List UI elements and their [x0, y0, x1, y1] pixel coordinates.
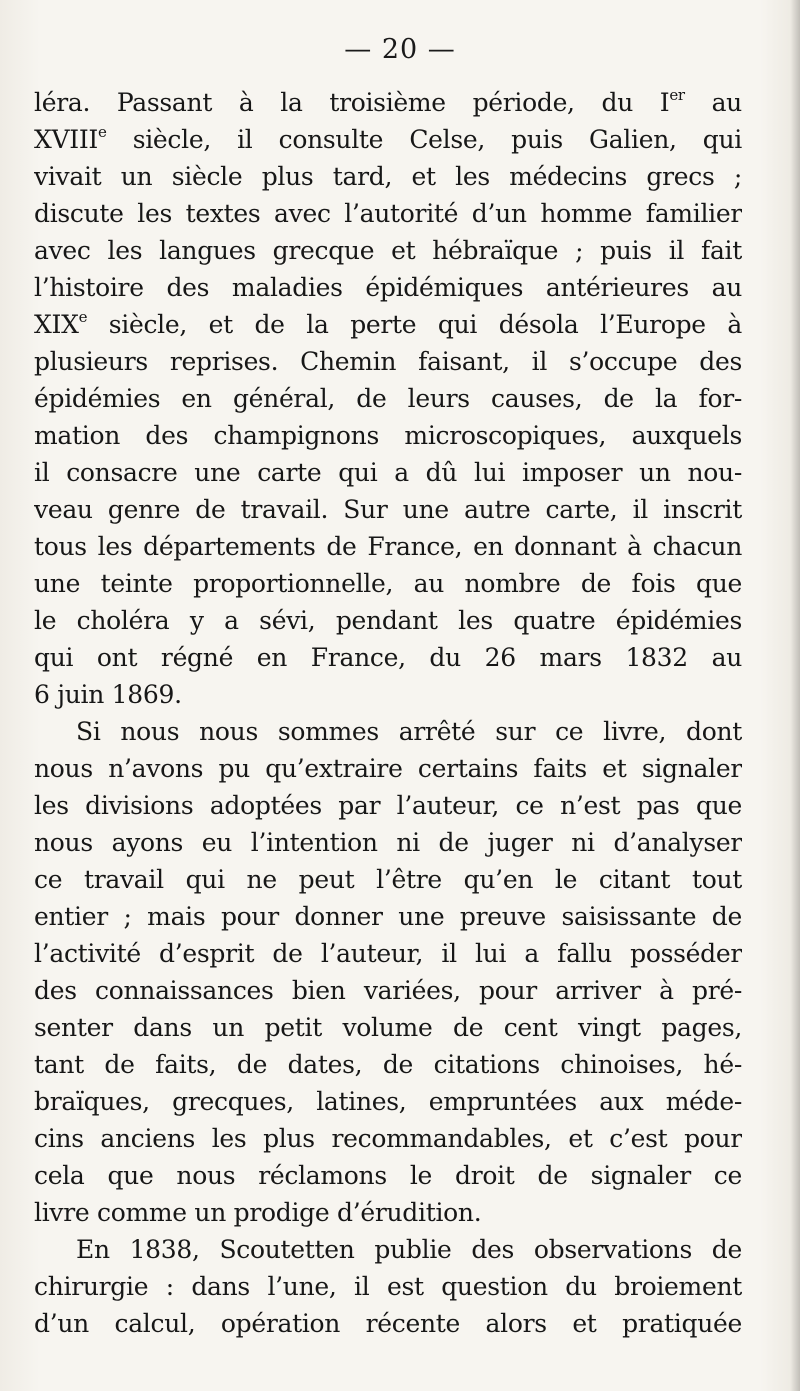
- text-line: cela que nous réclamons le droit de signaler ce: [34, 1161, 742, 1190]
- body-text: [34, 84, 742, 1342]
- text-line: plusieurs reprises. Chemin faisant, il s’occupe des: [34, 347, 742, 376]
- text-line: qui ont régné en France, du 26 mars 1832 au: [34, 643, 742, 672]
- text-line: entier ; mais pour donner une preuve saisissante de: [34, 902, 742, 931]
- text-line: épidémies en général, de leurs causes, de la for-: [34, 384, 742, 413]
- text-line: ce travail qui ne peut l’être qu’en le citant tout: [34, 865, 742, 894]
- text-line: discute les textes avec l’autorité d’un homme familier: [34, 199, 742, 228]
- text-line: une teinte proportionnelle, au nombre de fois que: [34, 569, 742, 598]
- text-line: 6 juin 1869.: [34, 680, 182, 709]
- text-line: nous ayons eu l’intention ni de juger ni d’analyser: [34, 828, 742, 857]
- text-line: vivait un siècle plus tard, et les médecins grecs ;: [34, 162, 742, 191]
- text-line: avec les langues grecque et hébraïque ; puis il fait: [34, 236, 742, 265]
- text-line: l’histoire des maladies épidémiques antérieures au: [34, 273, 742, 302]
- text-line: senter dans un petit volume de cent vingt pages,: [34, 1013, 742, 1042]
- text-line: mation des champignons microscopiques, auxquels: [34, 421, 742, 450]
- text-line: livre comme un prodige d’érudition.: [34, 1198, 482, 1227]
- text-line: tant de faits, de dates, de citations chinoises, hé-: [34, 1050, 742, 1079]
- text-line: il consacre une carte qui a dû lui imposer un nou-: [34, 458, 742, 487]
- text-line: d’un calcul, opération récente alors et pratiquée: [34, 1309, 742, 1338]
- text-line: des connaissances bien variées, pour arriver à pré-: [34, 976, 742, 1005]
- text-line: tous les départements de France, en donnant à chacun: [34, 532, 742, 561]
- text-line: les divisions adoptées par l’auteur, ce n’est pas que: [34, 791, 742, 820]
- text-line: En 1838, Scoutetten publie des observations de: [76, 1235, 742, 1264]
- text-line: cins anciens les plus recommandables, et c’est pour: [34, 1124, 742, 1153]
- text-line: l’activité d’esprit de l’auteur, il lui a fallu posséder: [34, 939, 742, 968]
- text-line: veau genre de travail. Sur une autre carte, il inscrit: [34, 495, 742, 524]
- text-line: léra. Passant à la troisième période, du Ier au: [34, 85, 742, 117]
- text-line: nous n’avons pu qu’extraire certains faits et signaler: [34, 754, 742, 783]
- page-number: — 20 —: [344, 34, 456, 65]
- text-line: chirurgie : dans l’une, il est question du broiement: [34, 1272, 742, 1301]
- text-line: le choléra y a sévi, pendant les quatre épidémies: [34, 606, 742, 635]
- text-line: Si nous nous sommes arrêté sur ce livre, dont: [76, 717, 742, 746]
- text-line: XIXe siècle, et de la perte qui désola l’Europe à: [34, 307, 742, 339]
- text-line: braïques, grecques, latines, empruntées aux méde-: [34, 1087, 742, 1116]
- page-edge-shadow: [790, 0, 800, 1391]
- text-line: XVIIIe siècle, il consulte Celse, puis Galien, qui: [34, 122, 742, 154]
